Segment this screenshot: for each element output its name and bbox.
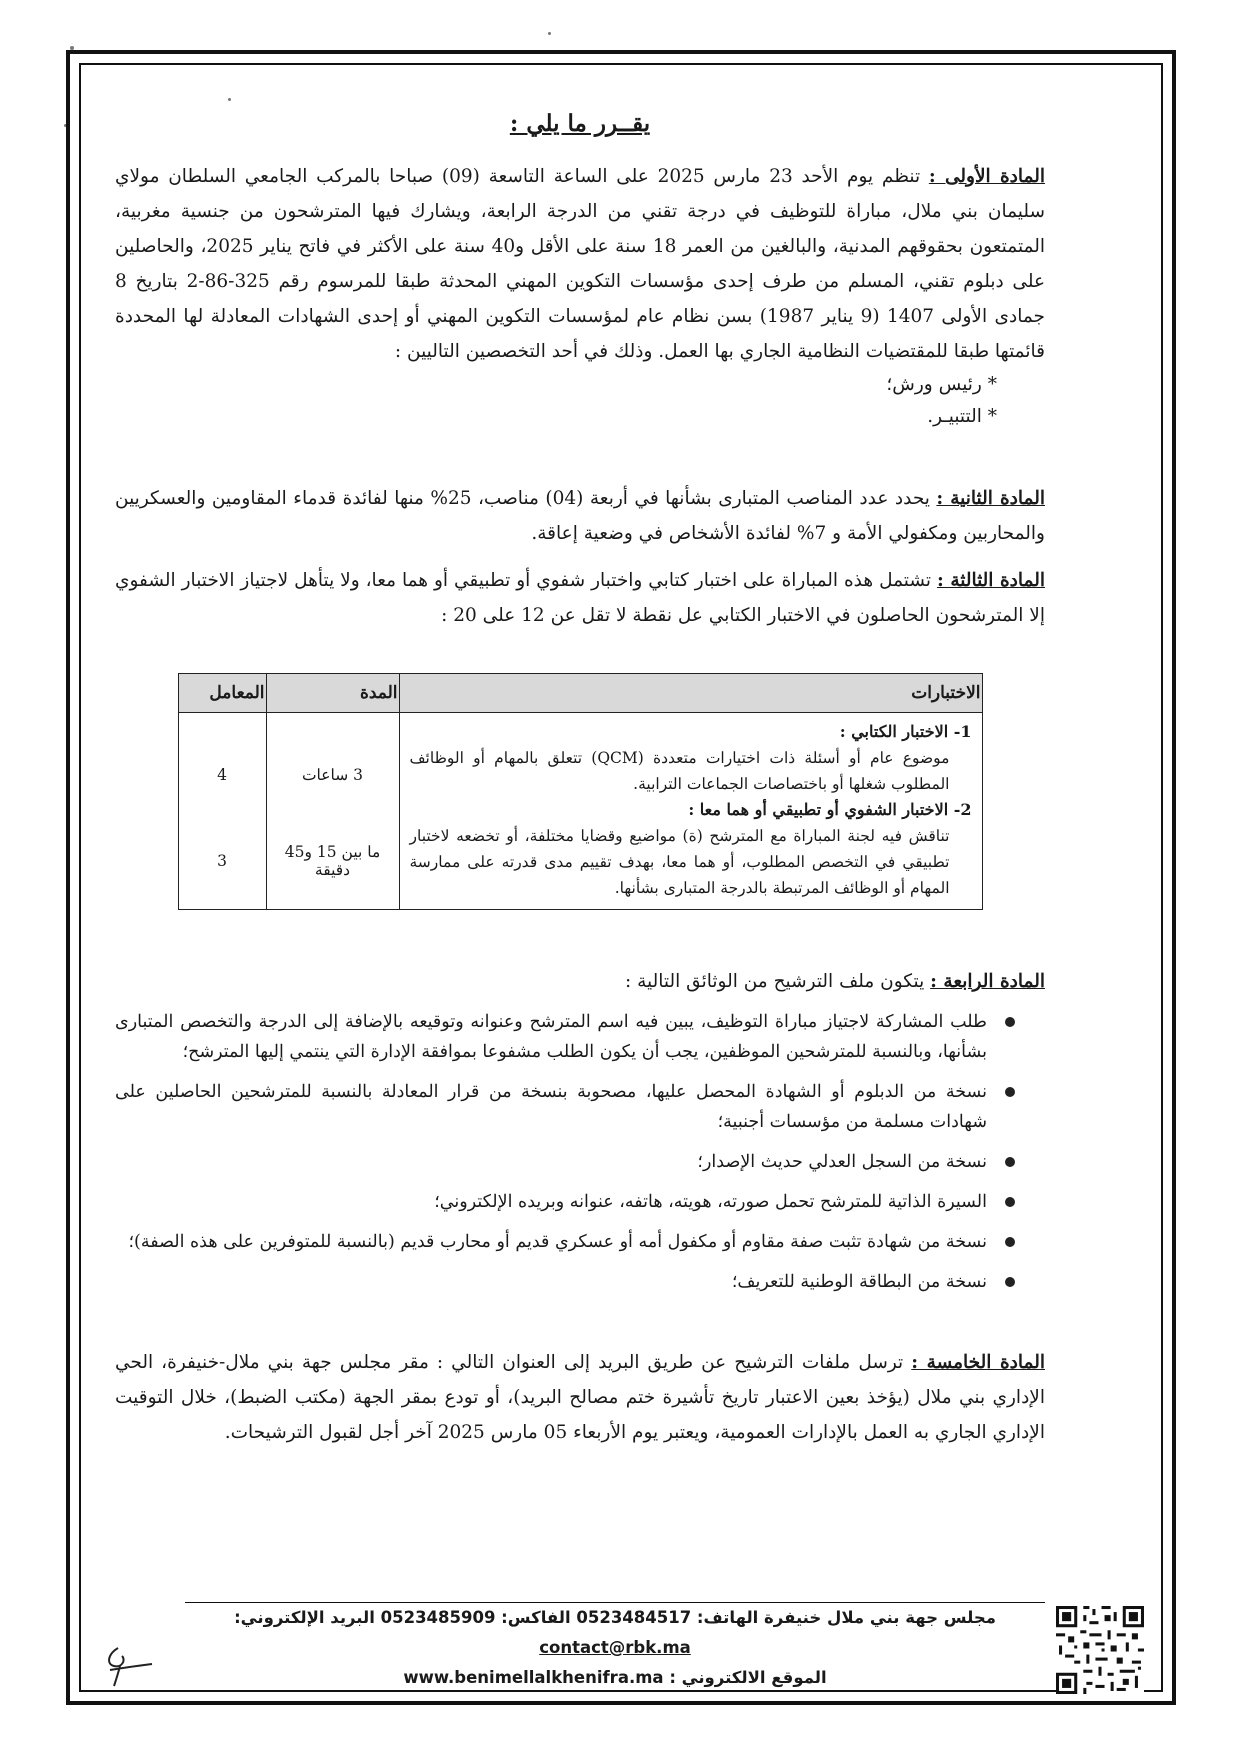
scan-speck bbox=[548, 32, 551, 35]
footer-contact-label: مجلس جهة بني ملال خنيفرة الهاتف: 0523484517 الفاكس: 0523485909 البريد الإلكتروني: bbox=[234, 1608, 996, 1627]
exam-desc-oral: تناقش فيه لجنة المباراة مع المترشح (ة) مواضيع وقضايا مختلفة، أو تخضعه لاختبار تطبيقي في التخصص المطلوب، أو هما معا، بهدف تقييم مدى قدرته على ممارسة المهام أو الوظائف المرتبطة بالدرجة المتبارى بشأنها. bbox=[409, 827, 950, 897]
qr-code-icon bbox=[1056, 1606, 1144, 1694]
list-item: نسخة من الدبلوم أو الشهادة المحصل عليها، مصحوبة بنسخة من قرار المعادلة بالنسبة للمترشحين الحاصلين على شهادات مسلمة من مؤسسات أجنبية؛ bbox=[115, 1077, 1015, 1137]
required-documents-list bbox=[115, 1007, 1045, 1297]
article-5-text: ترسل ملفات الترشيح عن طريق البريد إلى العنوان التالي : مقر مجلس جهة بني ملال-خنيفرة، الحي الإداري بني ملال (يؤخذ بعين الاعتبار تاريخ تأشيرة ختم مصالح البريد)، أو تودع بمقر الجهة (مكتب الضبط)، خلال التوقيت الإداري الجاري به العمل بالإدارات العمومية، ويعتبر يوم الأربعاء 05 مارس 2025 آخر أجل لقبول الترشيحات. bbox=[115, 1352, 1045, 1443]
article-3 bbox=[115, 563, 1045, 633]
header-exams: الاختبارات bbox=[399, 674, 982, 713]
page-footer bbox=[185, 1602, 1045, 1693]
decision-heading: يقــرر ما يلي : bbox=[509, 110, 651, 137]
bullet-icon bbox=[1005, 1237, 1015, 1247]
list-item: السيرة الذاتية للمترشح تحمل صورته، هويته، هاتفه، عنوانه وبريده الإلكتروني؛ bbox=[115, 1187, 1015, 1217]
table-header-row bbox=[178, 674, 982, 713]
article-3-label: المادة الثالثة : bbox=[936, 570, 1045, 591]
exams-cell bbox=[399, 713, 982, 910]
article-5 bbox=[115, 1345, 1045, 1450]
exam-title-written: 1- الاختبار الكتابي : bbox=[839, 722, 972, 741]
duration-oral: ما بين 15 و45 دقيقة bbox=[284, 843, 381, 879]
signature-icon bbox=[100, 1642, 160, 1690]
specialty-item: * رئيس ورش؛ bbox=[115, 369, 997, 401]
header-duration: المدة bbox=[266, 674, 399, 713]
list-item: طلب المشاركة لاجتياز مباراة التوظيف، يبين فيه اسم المترشح وعنوانه وتوقيعه بالإضافة إلى الدرجة والتخصص المتبارى بشأنها، وبالنسبة للمترشحين الموظفين، يجب أن يكون الطلب مشفوعا بموافقة الإدارة التي ينتمي إليها المترشح؛ bbox=[115, 1007, 1015, 1067]
bullet-icon bbox=[1005, 1277, 1015, 1287]
duration-written: 3 ساعات bbox=[301, 766, 364, 784]
exams-table bbox=[178, 673, 983, 910]
decision-body bbox=[115, 110, 1045, 1450]
footer-website-label: الموقع الالكتروني : bbox=[669, 1668, 827, 1687]
exam-desc-written: موضوع عام أو أسئلة ذات اختيارات متعددة (QCM) تتعلق بالمهام أو الوظائف المطلوب شغلها أو باختصاصات الجماعات الترابية. bbox=[409, 749, 950, 793]
specialty-item: * التتبيـر. bbox=[115, 401, 997, 433]
exam-title-oral: 2- الاختبار الشفوي أو تطبيقي أو هما معا : bbox=[688, 800, 972, 819]
footer-website-link[interactable]: www.benimellalkhenifra.ma bbox=[403, 1668, 664, 1687]
article-4-text: يتكون ملف الترشيح من الوثائق التالية : bbox=[625, 971, 925, 992]
article-1-label: المادة الأولى : bbox=[928, 166, 1046, 187]
list-item: نسخة من شهادة تثبت صفة مقاوم أو مكفول أمه أو عسكري قديم أو محارب قديم (بالنسبة للمتوفرين على هذه الصفة)؛ bbox=[115, 1227, 1015, 1257]
bullet-icon bbox=[1005, 1157, 1015, 1167]
bullet-icon bbox=[1005, 1087, 1015, 1097]
article-1-text: تنظم يوم الأحد 23 مارس 2025 على الساعة التاسعة (09) صباحا بالمركب الجامعي السلطان مولاي سليمان بني ملال، مباراة للتوظيف في درجة تقني من الدرجة الرابعة، ويشارك فيها المترشحون من جنسية مغربية، المتمتعون بحقوقهم المدنية، والبالغين من العمر 18 سنة على الأقل و40 سنة على الأكثر في فاتح يناير 2025، والحاصلين على دبلوم تقني، المسلم من طرف إحدى مؤسسات التكوين المهني المحدثة طبقا للمرسوم رقم 325-86-2 بتاريخ 8 جمادى الأولى 1407 (9 يناير 1987) بسن نظام عام لمؤسسات التكوين المهني أو إحدى الشهادات المعادلة لها المحددة قائمتها طبقا للمقتضيات النظامية الجاري بها العمل. وذلك في أحد التخصصين التاليين : bbox=[115, 166, 1045, 362]
bullet-icon bbox=[1005, 1197, 1015, 1207]
article-5-label: المادة الخامسة : bbox=[911, 1352, 1045, 1373]
header-coefficient: المعامل bbox=[178, 674, 266, 713]
footer-website-line bbox=[185, 1663, 1045, 1693]
specialties-list bbox=[115, 369, 997, 433]
article-2 bbox=[115, 481, 1045, 551]
article-3-text: تشتمل هذه المباراة على اختبار كتابي واختبار شفوي أو تطبيقي أو هما معا، ولا يتأهل لاجتياز الاختبار الشفوي إلا المترشحون الحاصلون في الاختبار الكتابي عل نقطة لا تقل عن 12 على 20 : bbox=[115, 570, 1045, 626]
article-4-label: المادة الرابعة : bbox=[930, 971, 1045, 992]
footer-email-link[interactable]: contact@rbk.ma bbox=[539, 1638, 691, 1657]
article-4 bbox=[115, 964, 1045, 999]
footer-contact-line bbox=[185, 1603, 1045, 1663]
article-1 bbox=[115, 159, 1045, 369]
duration-cell bbox=[266, 713, 399, 910]
article-2-label: المادة الثانية : bbox=[936, 488, 1045, 509]
coefficient-oral: 3 bbox=[217, 852, 227, 870]
coefficient-cell bbox=[178, 713, 266, 910]
coefficient-written: 4 bbox=[217, 766, 227, 784]
list-item: نسخة من البطاقة الوطنية للتعريف؛ bbox=[115, 1267, 1015, 1297]
list-item: نسخة من السجل العدلي حديث الإصدار؛ bbox=[115, 1147, 1015, 1177]
table-row bbox=[178, 713, 982, 910]
bullet-icon bbox=[1005, 1017, 1015, 1027]
article-2-text: يحدد عدد المناصب المتبارى بشأنها في أربعة (04) مناصب، 25% منها لفائدة قدماء المقاومين والعسكريين والمحاربين ومكفولي الأمة و 7% لفائدة الأشخاص في وضعية إعاقة. bbox=[115, 488, 1045, 544]
